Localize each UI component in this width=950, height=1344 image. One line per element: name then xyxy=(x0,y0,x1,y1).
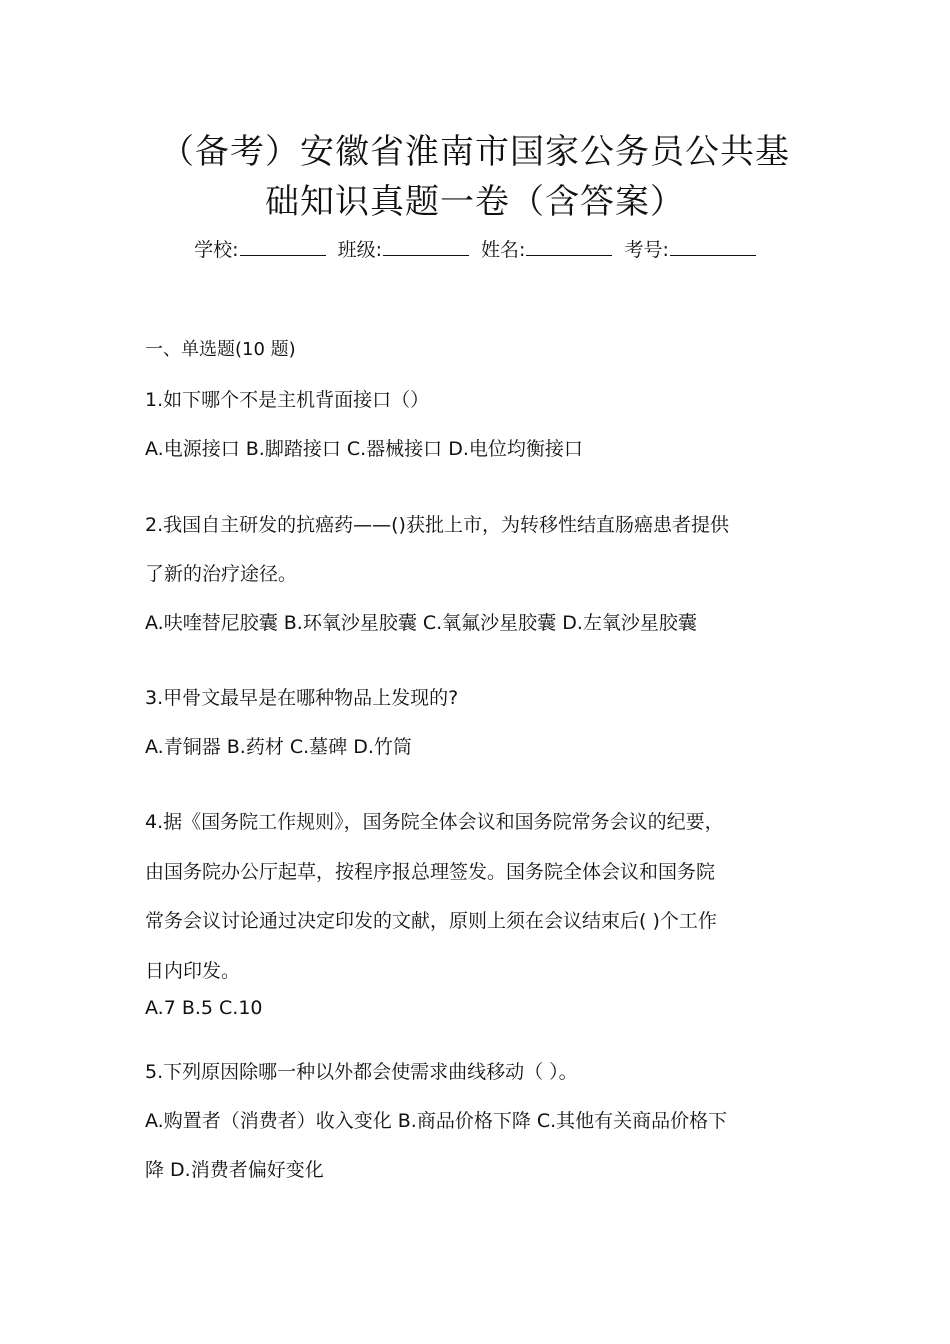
exam-no-field xyxy=(624,239,755,261)
school-blank xyxy=(240,237,326,256)
question-1-text: 1.如下哪个不是主机背面接口（） xyxy=(145,389,430,411)
exam-no-label: 考号: xyxy=(624,239,669,261)
school-label: 学校: xyxy=(194,239,239,261)
school-field xyxy=(194,239,325,261)
question-5-options-line-2: 降 D.消费者偏好变化 xyxy=(145,1159,324,1181)
section-title: 一、单选题(10 题) xyxy=(145,339,296,360)
question-2-text-line-2: 了新的治疗途径。 xyxy=(145,563,298,585)
question-4-options: A.7 B.5 C.10 xyxy=(145,997,263,1019)
student-info-row xyxy=(120,236,830,264)
question-5-options-line-1: A.购置者（消费者）收入变化 B.商品价格下降 C.其他有关商品价格下 xyxy=(145,1110,728,1132)
document-title-line-1: （备考）安徽省淮南市国家公务员公共基 xyxy=(160,132,790,172)
class-blank xyxy=(383,237,469,256)
question-2-options: A.呋喹替尼胶囊 B.环氧沙星胶囊 C.氧氟沙星胶囊 D.左氧沙星胶囊 xyxy=(145,612,697,634)
document-title-line-2: 础知识真题一卷（含答案） xyxy=(265,182,685,222)
question-3-text: 3.甲骨文最早是在哪种物品上发现的? xyxy=(145,687,459,709)
question-4-text-line-1: 4.据《国务院工作规则》，国务院全体会议和国务院常务会议的纪要， xyxy=(145,811,724,833)
class-field xyxy=(338,239,469,261)
exam-no-blank xyxy=(670,237,756,256)
question-4-text-line-3: 常务会议讨论通过决定印发的文献，原则上须在会议结束后( )个工作 xyxy=(145,910,717,932)
question-2-text-line-1: 2.我国自主研发的抗癌药——()获批上市，为转移性结直肠癌患者提供 xyxy=(145,514,729,536)
name-field xyxy=(481,239,612,261)
question-5-text: 5.下列原因除哪一种以外都会使需求曲线移动（ ）。 xyxy=(145,1061,578,1083)
name-blank xyxy=(526,237,612,256)
class-label: 班级: xyxy=(337,239,382,261)
name-label: 姓名: xyxy=(481,239,526,261)
question-4-text-line-2: 由国务院办公厅起草，按程序报总理签发。国务院全体会议和国务院 xyxy=(145,861,716,883)
question-1-options: A.电源接口 B.脚踏接口 C.器械接口 D.电位均衡接口 xyxy=(145,438,583,460)
question-3-options: A.青铜器 B.药材 C.墓碑 D.竹筒 xyxy=(145,736,412,758)
question-4-text-line-4: 日内印发。 xyxy=(145,960,241,982)
